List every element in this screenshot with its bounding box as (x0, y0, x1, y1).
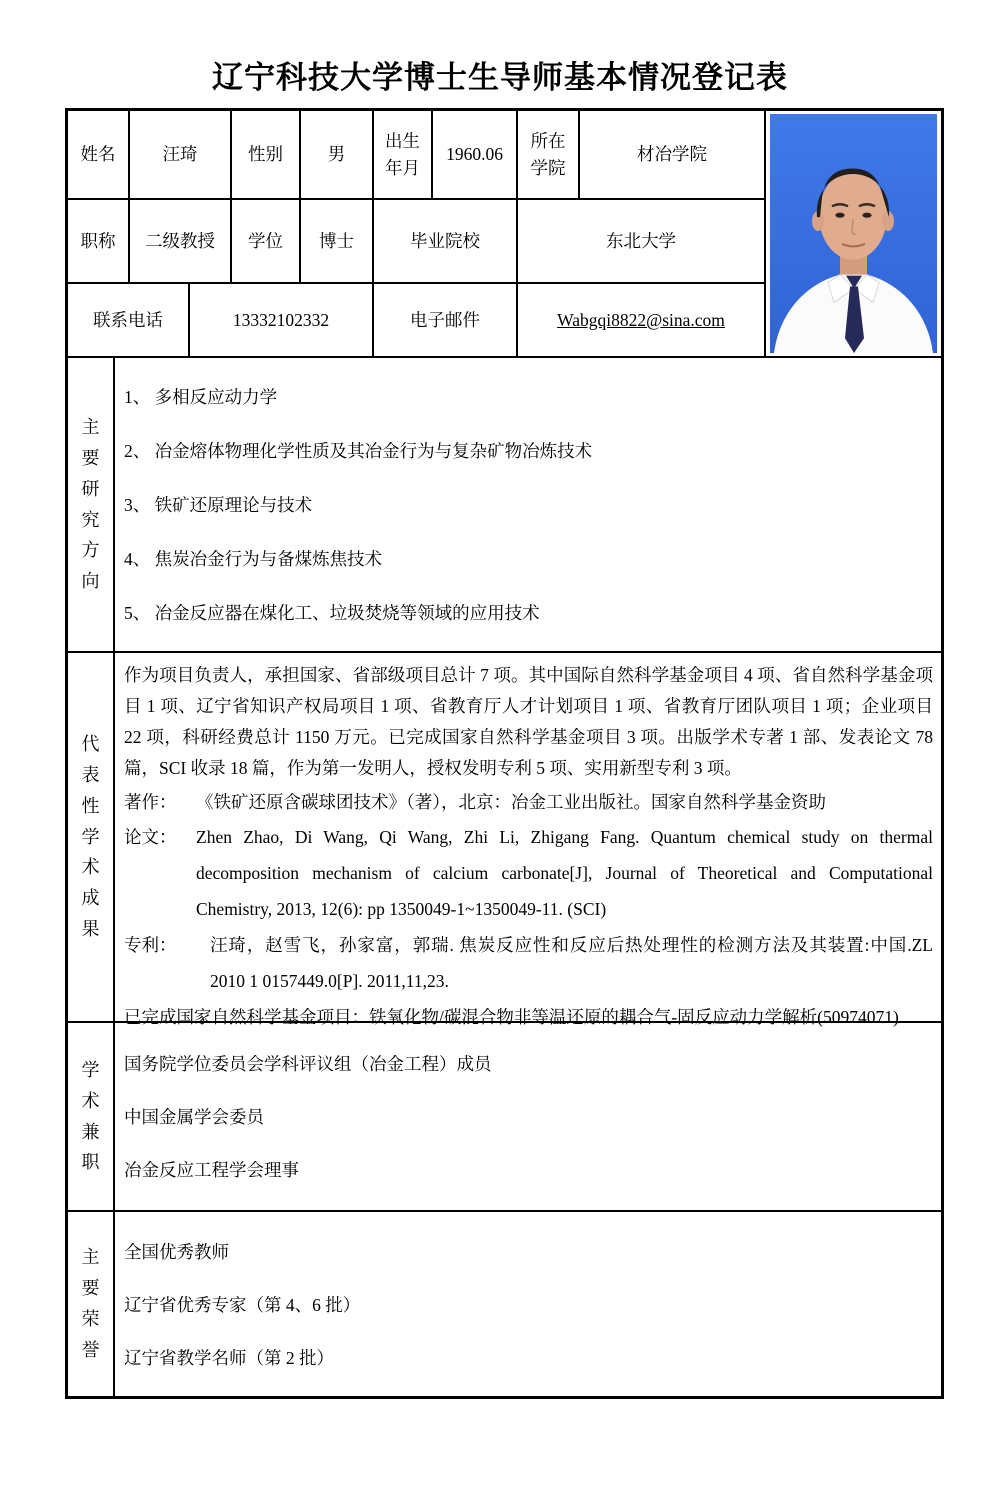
birth-label-cell (374, 111, 433, 200)
degree-value-cell: 博士 (301, 200, 374, 284)
info-table (65, 108, 944, 1399)
honor-item: 辽宁省教学名师（第 2 批） (124, 1347, 334, 1368)
academic-position-item: 国务院学位委员会学科评议组（冶金工程）成员 (124, 1054, 492, 1074)
degree-label-cell: 学位 (232, 200, 301, 284)
page-title: 辽宁科技大学博士生导师基本情况登记表 (212, 60, 788, 95)
email-link[interactable]: Wabgqi8822@sina.com (557, 309, 725, 330)
completed-project-line: 已完成国家自然科学基金项目：铁氧化物/碳混合物非等温还原的耦合气-固反应动力学解析(50974071) (124, 1006, 899, 1027)
grad-school-label-cell: 毕业院校 (374, 200, 518, 284)
name-label-cell: 姓名 (68, 111, 130, 200)
honors-label: 主要荣誉 (81, 1247, 100, 1360)
academic-position-item: 冶金反应工程学会理事 (124, 1160, 299, 1180)
research-item: 1、 多相反应动力学 (124, 387, 278, 407)
phone-value-cell: 13332102332 (190, 284, 374, 358)
honors-section (68, 1212, 941, 1396)
id-photo (770, 114, 937, 353)
academic-position-item: 中国金属学会委员 (124, 1107, 264, 1127)
academic-positions-label-cell (68, 1023, 115, 1210)
academic-positions-list (115, 1023, 941, 1210)
honor-item: 全国优秀教师 (124, 1241, 229, 1262)
research-item: 3、 铁矿还原理论与技术 (124, 495, 313, 515)
book-entry-text: 《铁矿还原含碳球团技术》（著），北京：冶金工业出版社。国家自然科学基金资助 (196, 791, 826, 812)
patent-entry (124, 928, 933, 1000)
research-item: 4、 焦炭冶金行为与备煤炼焦技术 (124, 549, 383, 569)
academic-positions-section (68, 1023, 941, 1212)
honors-list (115, 1212, 941, 1396)
research-section-label-cell (68, 358, 115, 651)
honor-item: 辽宁省优秀专家（第 4、6 批） (124, 1294, 361, 1315)
college-label-cell (518, 111, 580, 200)
phone-label-cell: 联系电话 (68, 284, 190, 358)
prof-title-value-cell: 二级教授 (130, 200, 232, 284)
book-entry (124, 785, 933, 821)
research-item: 2、 冶金熔体物理化学性质及其冶金行为与复杂矿物冶炼技术 (124, 441, 593, 461)
achievements-section-label: 代表性学术成果 (81, 733, 100, 940)
research-item: 5、 冶金反应器在煤化工、垃圾焚烧等领域的应用技术 (124, 603, 540, 623)
birth-label: 出生年月 (385, 131, 420, 178)
email-label-cell: 电子邮件 (374, 284, 518, 358)
gender-value-cell: 男 (301, 111, 374, 200)
research-section (68, 358, 941, 653)
honors-label-cell (68, 1212, 115, 1396)
name-value-cell: 汪琦 (130, 111, 232, 200)
book-entry-label: 著作： (124, 791, 177, 812)
gender-label-cell: 性别 (232, 111, 301, 200)
patent-entry-label: 专利： (124, 935, 177, 956)
grad-school-value-cell: 东北大学 (518, 200, 766, 284)
research-list (115, 358, 941, 651)
achievements-summary: 作为项目负责人，承担国家、省部级项目总计 7 项。其中国际自然科学基金项目 4 项、省自然科学基金项目 1 项、辽宁省知识产权局项目 1 项、省教育厅人才计划项目 1 项、省教育厅团队项目 1 项；企业项目 22 项，科研经费总计 1150 万元。已完成国家自然科学基金项目 3 项。出版学术专著 1 部、发表论文 78 篇，SCI 收录 18 篇，作为第一发明人，授权发明专利 5 项、实用新型专利 3 项。 (124, 665, 933, 779)
academic-positions-label: 学术兼职 (81, 1059, 100, 1173)
achievements-section (68, 653, 941, 1027)
patent-entry-text: 汪琦，赵雪飞，孙家富，郭瑞. 焦炭反应性和反应后热处理性的检测方法及其装置:中国.ZL 2010 1 0157449.0[P]. 2011,11,23. (210, 935, 933, 991)
email-value-cell (518, 284, 766, 358)
prof-title-label-cell: 职称 (68, 200, 130, 284)
paper-entry-text: Zhen Zhao, Di Wang, Qi Wang, Zhi Li, Zhigang Fang. Quantum chemical study on thermal decomposition mechanism of calcium carbonate[J], Journal of Theoretical and Computational Chemistry, 2013, 12(6): pp 1350049-1~1350049-11. (SCI) (196, 827, 933, 920)
college-value-cell: 材冶学院 (580, 111, 766, 200)
college-label: 所在学院 (530, 131, 566, 178)
paper-entry (124, 820, 933, 928)
research-section-label: 主要研究方向 (81, 416, 100, 592)
id-photo-cell (766, 111, 941, 358)
achievements-section-label-cell (68, 653, 115, 1021)
birth-value-cell: 1960.06 (433, 111, 518, 200)
paper-entry-label: 论文： (124, 827, 177, 848)
achievements-content (115, 653, 941, 1027)
